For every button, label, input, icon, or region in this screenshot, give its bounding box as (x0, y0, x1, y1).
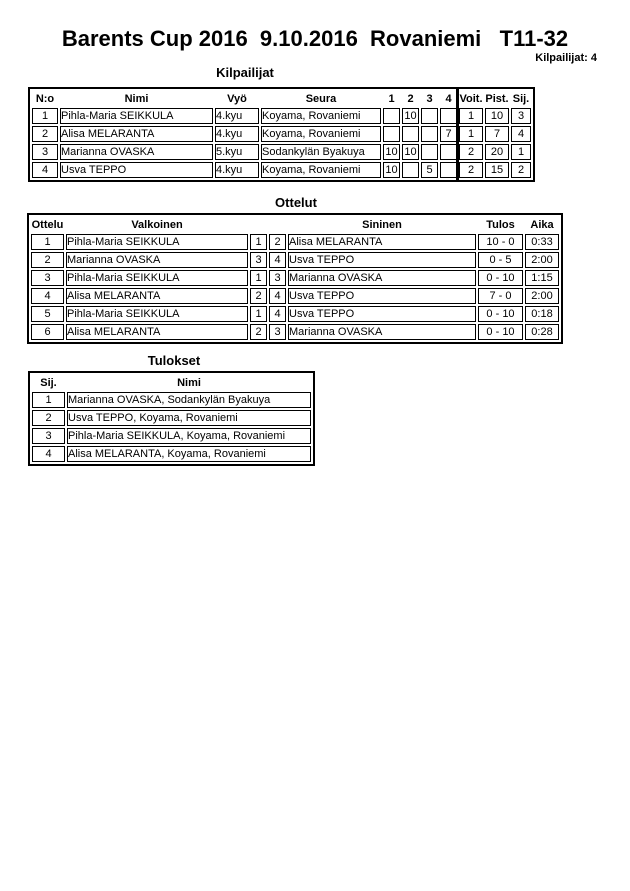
cell-wins: 1 (459, 108, 483, 124)
cell-name: Alisa MELARANTA (60, 126, 213, 142)
cell-place: 2 (32, 410, 65, 426)
cell-white-no: 1 (250, 234, 267, 250)
cell-round-3 (421, 144, 438, 160)
cell-round-2 (402, 162, 419, 178)
col-header-white-no (250, 217, 267, 232)
matches-header-row (31, 217, 559, 232)
cell-wins: 2 (459, 162, 483, 178)
cell-white-name: Pihla-Maria SEIKKULA (66, 234, 248, 250)
cell-belt: 4.kyu (215, 108, 259, 124)
cell-name: Marianna OVASKA (60, 144, 213, 160)
results-header-row (32, 375, 311, 390)
cell-no: 1 (32, 108, 58, 124)
cell-round-4: 7 (440, 126, 457, 142)
cell-name: Marianna OVASKA, Sodankylän Byakuya (67, 392, 311, 408)
cell-score: 0 - 10 (478, 306, 523, 322)
cell-score: 0 - 10 (478, 270, 523, 286)
cell-place: 1 (32, 392, 65, 408)
cell-match-no: 1 (31, 234, 64, 250)
col-header-white: Valkoinen (131, 218, 183, 231)
cell-match-no: 2 (31, 252, 64, 268)
table-row (32, 428, 311, 444)
cell-match-no: 6 (31, 324, 64, 340)
results-table (28, 371, 315, 466)
col-header-name: Nimi (124, 92, 149, 105)
cell-white-name: Pihla-Maria SEIKKULA (66, 270, 248, 286)
cell-points: 15 (485, 162, 509, 178)
cell-round-1: 10 (383, 162, 400, 178)
col-header-time: Aika (530, 218, 554, 231)
cell-blue-no: 4 (269, 288, 286, 304)
table-row (32, 446, 311, 462)
cell-white-name: Alisa MELARANTA (66, 288, 248, 304)
col-header-blue-no (269, 217, 286, 232)
cell-blue-name: Usva TEPPO (288, 252, 476, 268)
cell-place: 3 (32, 428, 65, 444)
table-row (31, 324, 559, 340)
cell-wins: 2 (459, 144, 483, 160)
cell-score: 0 - 10 (478, 324, 523, 340)
cell-no: 4 (32, 162, 58, 178)
cell-time: 0:28 (525, 324, 559, 340)
cell-match-no: 5 (31, 306, 64, 322)
cell-belt: 4.kyu (215, 162, 259, 178)
cell-place: 2 (511, 162, 531, 178)
cell-round-4 (440, 108, 457, 124)
matches-table (27, 213, 563, 344)
cell-white-no: 2 (250, 288, 267, 304)
cell-wins: 1 (459, 126, 483, 142)
competitors-count-label: Kilpailijat: 4 (535, 52, 597, 64)
cell-blue-no: 2 (269, 234, 286, 250)
table-row (31, 288, 559, 304)
cell-round-1 (383, 126, 400, 142)
cell-round-2: 10 (402, 108, 419, 124)
col-header-no: N:o (35, 92, 55, 105)
cell-white-name: Alisa MELARANTA (66, 324, 248, 340)
cell-belt: 4.kyu (215, 126, 259, 142)
cell-time: 2:00 (525, 252, 559, 268)
cell-score: 10 - 0 (478, 234, 523, 250)
cell-white-no: 3 (250, 252, 267, 268)
col-header-belt: Vyö (227, 92, 247, 105)
cell-round-2 (402, 126, 419, 142)
cell-blue-no: 3 (269, 324, 286, 340)
cell-round-1: 10 (383, 144, 400, 160)
cell-points: 10 (485, 108, 509, 124)
cell-match-no: 3 (31, 270, 64, 286)
cell-white-no: 2 (250, 324, 267, 340)
cell-blue-name: Marianna OVASKA (288, 270, 476, 286)
cell-club: Koyama, Rovaniemi (261, 108, 381, 124)
col-header-match-no: Ottelu (31, 218, 64, 231)
col-header-club: Seura (305, 92, 337, 105)
page-title: Barents Cup 2016 9.10.2016 Rovaniemi T11-32 (61, 26, 569, 51)
col-header-blue: Sininen (362, 218, 402, 231)
cell-round-4 (440, 144, 457, 160)
col-header-round-4: 4 (445, 92, 452, 105)
cell-white-name: Pihla-Maria SEIKKULA (66, 306, 248, 322)
cell-points: 20 (485, 144, 509, 160)
col-header-place: Sij. (512, 92, 530, 105)
cell-place: 4 (32, 446, 65, 462)
cell-no: 2 (32, 126, 58, 142)
cell-blue-no: 4 (269, 306, 286, 322)
cell-club: Koyama, Rovaniemi (261, 162, 381, 178)
cell-round-3 (421, 108, 438, 124)
cell-white-no: 1 (250, 270, 267, 286)
cell-name: Pihla-Maria SEIKKULA, Koyama, Rovaniemi (67, 428, 311, 444)
cell-blue-name: Alisa MELARANTA (288, 234, 476, 250)
col-header-round-3: 3 (426, 92, 433, 105)
cell-name: Usva TEPPO (60, 162, 213, 178)
cell-round-4 (440, 162, 457, 178)
cell-club: Koyama, Rovaniemi (261, 126, 381, 142)
table-row (32, 392, 311, 408)
table-row (31, 270, 559, 286)
cell-blue-no: 4 (269, 252, 286, 268)
cell-club: Sodankylän Byakuya (261, 144, 381, 160)
cell-blue-name: Usva TEPPO (288, 288, 476, 304)
col-header-round-1: 1 (388, 92, 395, 105)
wins-column-separator-line (456, 87, 459, 182)
cell-time: 1:15 (525, 270, 559, 286)
col-header-name: Nimi (177, 376, 201, 389)
cell-no: 3 (32, 144, 58, 160)
cell-place: 3 (511, 108, 531, 124)
cell-place: 4 (511, 126, 531, 142)
cell-round-1 (383, 108, 400, 124)
col-header-points: Pist. (485, 92, 509, 105)
col-header-score: Tulos (486, 218, 515, 231)
cell-name: Pihla-Maria SEIKKULA (60, 108, 213, 124)
cell-white-no: 1 (250, 306, 267, 322)
cell-blue-name: Marianna OVASKA (288, 324, 476, 340)
cell-round-2: 10 (402, 144, 419, 160)
cell-blue-name: Usva TEPPO (288, 306, 476, 322)
results-heading: Tulokset (147, 353, 201, 368)
table-row (31, 306, 559, 322)
table-row (31, 234, 559, 250)
cell-blue-no: 3 (269, 270, 286, 286)
col-header-place: Sij. (40, 376, 57, 389)
cell-white-name: Marianna OVASKA (66, 252, 248, 268)
cell-round-3 (421, 126, 438, 142)
matches-heading: Ottelut (275, 195, 317, 210)
competitors-heading: Kilpailijat (216, 65, 274, 80)
cell-belt: 5.kyu (215, 144, 259, 160)
cell-name: Usva TEPPO, Koyama, Rovaniemi (67, 410, 311, 426)
cell-match-no: 4 (31, 288, 64, 304)
col-header-round-2: 2 (407, 92, 414, 105)
cell-score: 0 - 5 (478, 252, 523, 268)
cell-time: 0:18 (525, 306, 559, 322)
cell-points: 7 (485, 126, 509, 142)
cell-time: 2:00 (525, 288, 559, 304)
cell-time: 0:33 (525, 234, 559, 250)
table-row (32, 410, 311, 426)
table-row (31, 252, 559, 268)
cell-name: Alisa MELARANTA, Koyama, Rovaniemi (67, 446, 311, 462)
cell-round-3: 5 (421, 162, 438, 178)
cell-score: 7 - 0 (478, 288, 523, 304)
cell-place: 1 (511, 144, 531, 160)
col-header-wins: Voit. (459, 92, 483, 105)
